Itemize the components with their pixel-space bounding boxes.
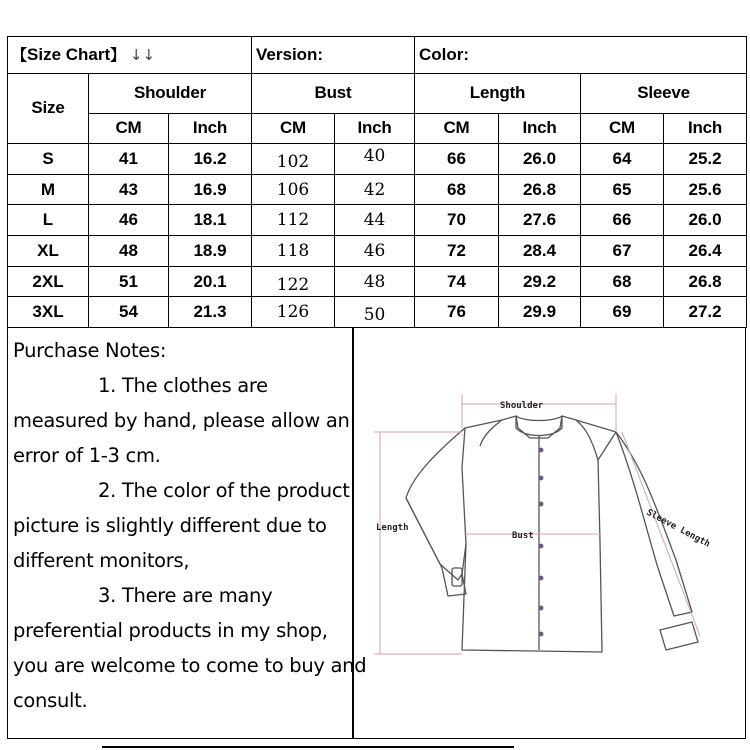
shoulder-cm-cell xyxy=(89,174,169,205)
bust-inch-cell xyxy=(335,266,415,297)
size-cell xyxy=(8,144,89,175)
table-row xyxy=(8,236,747,267)
shoulder-inch-cell-value: 18.9 xyxy=(193,240,227,260)
table-row xyxy=(8,266,747,297)
bust-cm-cell xyxy=(252,144,335,175)
bust-inch-cell xyxy=(335,144,415,175)
length-header: Length xyxy=(415,73,581,113)
sleeve-header: Sleeve xyxy=(581,73,747,113)
size-chart-label: Size Chart xyxy=(27,45,111,65)
table-row xyxy=(8,144,747,175)
version-cell xyxy=(252,37,415,74)
unit-header: Inch xyxy=(335,113,415,144)
notes-line: you are welcome to come to buy and xyxy=(13,654,367,677)
bust-cm-cell xyxy=(252,205,335,236)
shoulder-inch-cell xyxy=(169,174,252,205)
sleeve-inch-cell-value: 27.2 xyxy=(688,302,722,322)
size-cell-value: 2XL xyxy=(32,271,64,291)
table-row xyxy=(8,205,747,236)
sleeve-cm-cell-value: 64 xyxy=(612,149,632,169)
notes-line: preferential products in my shop, xyxy=(13,619,328,642)
size-header: Size xyxy=(8,73,89,143)
table-title-row xyxy=(8,37,747,74)
unit-header: Inch xyxy=(169,113,252,144)
notes-line: error of 1-3 cm. xyxy=(13,444,161,467)
shoulder-cm-cell-value: 51 xyxy=(119,271,138,291)
bottom-divider xyxy=(102,746,514,748)
shoulder-cm-cell-value: 41 xyxy=(119,149,138,169)
shoulder-inch-cell-value: 21.3 xyxy=(193,302,227,322)
length-inch-cell-value: 26.0 xyxy=(522,149,557,169)
shoulder-cm-cell xyxy=(89,205,169,236)
shoulder-cm-cell xyxy=(89,144,169,175)
length-cm-cell-value: 74 xyxy=(447,271,466,291)
shirt-measurement-diagram xyxy=(354,328,746,739)
length-cm-cell-value: 76 xyxy=(447,302,466,322)
size-cell-value: M xyxy=(40,179,56,199)
sleeve-cm-cell-value: 68 xyxy=(612,271,632,291)
bust-label: Bust xyxy=(512,531,534,541)
size-cell xyxy=(8,205,89,236)
shoulder-inch-cell-value: 18.1 xyxy=(193,210,227,230)
notes-title: Purchase Notes: xyxy=(13,339,167,362)
length-inch-cell-value: 28.4 xyxy=(522,240,557,260)
sleeve-cm-cell-value: 67 xyxy=(612,240,632,260)
notes-line: measured by hand, please allow an xyxy=(13,409,350,432)
bust-inch-cell xyxy=(335,174,415,205)
length-cm-cell-value: 70 xyxy=(447,210,466,230)
notes-line: picture is slightly different due to xyxy=(13,514,327,537)
unit-header: CM xyxy=(415,113,499,144)
size-cell xyxy=(8,266,89,297)
bust-inch-cell-value: 44 xyxy=(363,210,386,231)
shoulder-cm-cell-value: 46 xyxy=(119,210,138,230)
notes-line: 1. The clothes are xyxy=(98,374,268,397)
shoulder-cm-cell-value: 54 xyxy=(119,302,138,322)
shoulder-label: Shoulder xyxy=(500,401,544,411)
table-row xyxy=(8,297,747,328)
bust-cm-cell xyxy=(252,174,335,205)
shirt-illustration xyxy=(354,328,746,739)
unit-header: Inch xyxy=(499,113,581,144)
length-label: Length xyxy=(376,523,409,533)
size-cell xyxy=(8,174,89,205)
size-chart-title-cell xyxy=(8,37,252,74)
length-cm-cell-value: 72 xyxy=(447,240,466,260)
sleeve-inch-cell-value: 26.8 xyxy=(688,271,722,291)
bust-inch-cell-value: 42 xyxy=(363,179,386,200)
length-cm-cell-value: 66 xyxy=(447,149,466,169)
sleeve-inch-cell xyxy=(664,297,747,328)
notes-line: different monitors, xyxy=(13,549,190,572)
shoulder-header: Shoulder xyxy=(89,73,252,113)
group-header-row xyxy=(8,73,747,113)
length-inch-cell xyxy=(499,144,581,175)
unit-header-row xyxy=(8,113,747,144)
sleeve-cm-cell xyxy=(581,174,664,205)
length-cm-cell xyxy=(415,236,499,267)
bust-cm-cell-value: 118 xyxy=(276,240,310,261)
bust-inch-cell-value: 46 xyxy=(363,240,386,261)
bust-cm-cell xyxy=(252,236,335,267)
unit-header: Inch xyxy=(664,113,747,144)
unit-header: CM xyxy=(252,113,335,144)
shoulder-cm-cell xyxy=(89,266,169,297)
bust-inch-cell-value: 50 xyxy=(363,305,386,326)
length-cm-cell xyxy=(415,297,499,328)
shoulder-cm-cell xyxy=(89,297,169,328)
size-cell xyxy=(8,236,89,267)
length-cm-cell xyxy=(415,205,499,236)
size-cell-value: L xyxy=(42,210,54,230)
bust-inch-cell-value: 48 xyxy=(363,271,386,292)
length-cm-cell xyxy=(415,144,499,175)
length-inch-cell xyxy=(499,297,581,328)
sleeve-inch-cell xyxy=(664,144,747,175)
length-inch-cell-value: 26.8 xyxy=(522,179,557,199)
purchase-notes-panel xyxy=(7,328,367,739)
bust-cm-cell-value: 102 xyxy=(276,152,310,173)
shoulder-inch-cell xyxy=(169,266,252,297)
shoulder-inch-cell xyxy=(169,297,252,328)
bust-cm-cell xyxy=(252,266,335,297)
size-cell-value: XL xyxy=(37,240,59,260)
length-inch-cell xyxy=(499,266,581,297)
shoulder-inch-cell xyxy=(169,144,252,175)
sleeve-inch-cell xyxy=(664,205,747,236)
bust-cm-cell-value: 122 xyxy=(276,274,310,295)
sleeve-inch-cell xyxy=(664,236,747,267)
bust-header: Bust xyxy=(252,73,415,113)
sleeve-cm-cell xyxy=(581,266,664,297)
bust-inch-cell-value: 40 xyxy=(363,146,386,167)
bust-cm-cell-value: 112 xyxy=(276,210,310,231)
version-label: Version: xyxy=(256,44,324,64)
sleeve-cm-cell xyxy=(581,205,664,236)
length-inch-cell xyxy=(499,174,581,205)
notes-line: 3. There are many xyxy=(98,584,273,607)
length-cm-cell xyxy=(415,266,499,297)
bust-inch-cell xyxy=(335,205,415,236)
sleeve-inch-cell-value: 25.6 xyxy=(688,179,722,199)
notes-line: consult. xyxy=(13,689,88,712)
sleeve-inch-cell xyxy=(664,174,747,205)
sleeve-cm-cell-value: 65 xyxy=(612,179,632,199)
sleeve-cm-cell xyxy=(581,236,664,267)
sleeve-cm-cell-value: 69 xyxy=(612,302,632,322)
shoulder-inch-cell xyxy=(169,205,252,236)
bust-inch-cell xyxy=(335,236,415,267)
unit-header: CM xyxy=(89,113,169,144)
bust-cm-cell-value: 126 xyxy=(276,302,310,323)
table-row xyxy=(8,174,747,205)
length-cm-cell xyxy=(415,174,499,205)
shoulder-inch-cell-value: 20.1 xyxy=(193,271,227,291)
bust-cm-cell xyxy=(252,297,335,328)
shoulder-inch-cell-value: 16.9 xyxy=(193,179,227,199)
down-arrows-icon: ↓↓ xyxy=(129,46,156,65)
size-cell-value: S xyxy=(42,149,54,169)
bracket-open: 【 xyxy=(12,46,28,65)
shoulder-cm-cell xyxy=(89,236,169,267)
sleeve-cm-cell-value: 66 xyxy=(612,210,632,230)
bust-inch-cell xyxy=(335,297,415,328)
notes-line: 2. The color of the product xyxy=(98,479,350,502)
length-inch-cell xyxy=(499,205,581,236)
shoulder-cm-cell-value: 43 xyxy=(119,179,138,199)
length-inch-cell xyxy=(499,236,581,267)
size-chart-table xyxy=(7,36,747,328)
color-cell xyxy=(415,37,747,74)
shoulder-inch-cell xyxy=(169,236,252,267)
length-inch-cell-value: 29.2 xyxy=(522,271,557,291)
measurement-lines xyxy=(374,394,700,654)
sleeve-inch-cell-value: 25.2 xyxy=(688,149,722,169)
unit-header: CM xyxy=(581,113,664,144)
sleeve-inch-cell-value: 26.0 xyxy=(688,210,722,230)
sleeve-inch-cell-value: 26.4 xyxy=(688,240,722,260)
shoulder-inch-cell-value: 16.2 xyxy=(193,149,227,169)
shoulder-cm-cell-value: 48 xyxy=(119,240,138,260)
length-inch-cell-value: 27.6 xyxy=(522,210,557,230)
length-inch-cell-value: 29.9 xyxy=(522,302,557,322)
size-cell-value: 3XL xyxy=(32,302,64,322)
color-label: Color: xyxy=(419,44,470,64)
size-cell xyxy=(8,297,89,328)
sleeve-length-label: Sleeve Length xyxy=(644,507,712,550)
length-cm-cell-value: 68 xyxy=(447,179,466,199)
sleeve-cm-cell xyxy=(581,297,664,328)
bust-cm-cell-value: 106 xyxy=(276,179,310,200)
sleeve-inch-cell xyxy=(664,266,747,297)
sleeve-cm-cell xyxy=(581,144,664,175)
bracket-close: 】 xyxy=(110,46,126,65)
